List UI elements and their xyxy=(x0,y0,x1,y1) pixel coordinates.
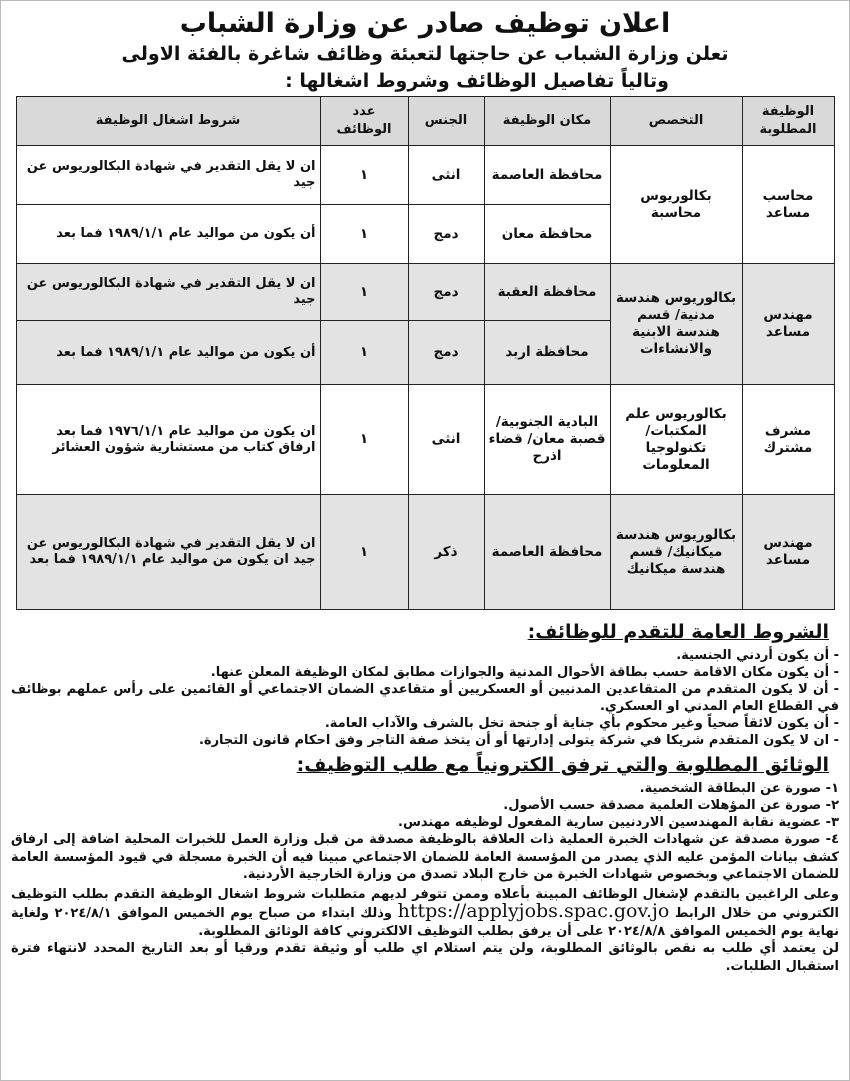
general-condition-item: - ان لا يكون المتقدم شريكا في شركة يتولى إدارتها أو أن يتخذ صفة التاجر وفق احكام قانون التجارة. xyxy=(198,733,839,748)
specialty-cell: بكالوريوس محاسبة xyxy=(610,146,742,264)
conditions-cell: ان لا يقل التقدير في شهادة البكالوريوس عن جيد xyxy=(16,264,320,321)
count-cell: ١ xyxy=(320,264,408,321)
count-cell: ١ xyxy=(320,495,408,610)
count-cell: ١ xyxy=(320,146,408,205)
place-cell: البادية الجنوبية/ قصبة معان/ قضاء اذرح xyxy=(484,385,610,495)
conditions-cell: ان لا يقل التقدير في شهادة البكالوريوس عن جيد ان يكون من مواليد عام ١٩٨٩/١/١ فما بعد xyxy=(16,495,320,610)
specialty-cell: بكالوريوس هندسة ميكانيك/ قسم هندسة ميكانيك xyxy=(610,495,742,610)
place-cell: محافظة معان xyxy=(484,205,610,264)
header-conditions: شروط اشغال الوظيفة xyxy=(16,97,320,146)
header-job: الوظيفة المطلوبة xyxy=(742,97,834,146)
gender-cell: دمج xyxy=(408,205,484,264)
gender-cell: انثى xyxy=(408,385,484,495)
gender-cell: دمج xyxy=(408,321,484,385)
place-cell: محافظة العقبة xyxy=(484,264,610,321)
specialty-cell: بكالوريوس هندسة مدنية/ قسم هندسة الابنية والانشاءات xyxy=(610,264,742,385)
conditions-cell: ان يكون من مواليد عام ١٩٧٦/١/١ فما بعد ارفاق كتاب من مستشارية شؤون العشائر xyxy=(16,385,320,495)
announcement-title: اعلان توظيف صادر عن وزارة الشباب xyxy=(179,8,671,39)
jobs-table-header-row xyxy=(16,97,834,146)
gender-cell: ذكر xyxy=(408,495,484,610)
header-count: عدد الوظائف xyxy=(320,97,408,146)
general-condition-item: - أن لا يكون المتقدم من المتقاعدين المدنيين أو العسكريين أو متقاعدي الضمان الاجتماعي أو القائمين على رأس عملهم بوظائف في القطاع العام المدني او العسكري. xyxy=(11,682,839,714)
apply-link[interactable]: https://applyjobs.spac.gov.jo xyxy=(397,900,670,922)
table-row xyxy=(16,264,834,321)
count-cell: ١ xyxy=(320,205,408,264)
count-cell: ١ xyxy=(320,321,408,385)
document-item: ١- صورة عن البطاقة الشخصية. xyxy=(639,781,839,796)
job-title-cell: مهندس مساعد xyxy=(742,495,834,610)
specialty-cell: بكالوريوس علم المكتبات/ تكنولوجيا المعلومات xyxy=(610,385,742,495)
table-row xyxy=(16,146,834,205)
header-place: مكان الوظيفة xyxy=(484,97,610,146)
closing-paragraph xyxy=(11,886,839,941)
conditions-cell: ان لا يقل التقدير في شهادة البكالوريوس عن جيد xyxy=(16,146,320,205)
place-cell: محافظة اربد xyxy=(484,321,610,385)
document-item: ٢- صورة عن المؤهلات العلمية مصدقة حسب الأصول. xyxy=(503,798,839,813)
job-title-cell: مهندس مساعد xyxy=(742,264,834,385)
conditions-cell: أن يكون من مواليد عام ١٩٨٩/١/١ فما بعد xyxy=(16,321,320,385)
header-specialty: التخصص xyxy=(610,97,742,146)
gender-cell: انثى xyxy=(408,146,484,205)
general-condition-item: - أن يكون لائقاً صحياً وغير محكوم بأي جناية أو جنحة تخل بالشرف والآداب العامة. xyxy=(324,716,839,731)
job-title-cell: مشرف مشترك xyxy=(742,385,834,495)
announcement-subtitle: تعلن وزارة الشباب عن حاجتها لتعبئة وظائف شاغرة بالفئة الاولى xyxy=(121,43,729,65)
documents-title: الوثائق المطلوبة والتي ترفق الكترونياً مع طلب التوظيف: xyxy=(296,754,829,776)
general-condition-item: - أن يكون أردني الجنسية. xyxy=(676,648,839,663)
conditions-cell: أن يكون من مواليد عام ١٩٨٩/١/١ فما بعد xyxy=(16,205,320,264)
announcement-subtitle-details: وتالياً تفاصيل الوظائف وشروط اشغالها : xyxy=(285,70,669,92)
closing-text-part1: وعلى الراغبين بالتقدم لإشغال الوظائف المبينة بأعلاه وممن تتوفر لديهم متطلبات شروط اشغال الوظيفة التقدم بطلب التوظيف الكتروني من خلال الرابط xyxy=(11,886,839,921)
document-item: ٤- صورة مصدقة عن شهادات الخبرة العملية ذات العلاقة بالوظيفة مصدقة من قبل وزارة العمل للخبرات المحلية اضافة إلى ارفاق كشف بيانات المؤمن عليه الذي يصدر من المؤسسة العامة للضمان الاجتماعي مبينا فيه أن الخبرة مسجلة في قيود المؤسسة العامة للضمان الاجتماعي وبخصوص شهادات الخبرة من خارج البلاد تصدق من وزارة الخارجية الأردنية. xyxy=(11,832,839,882)
count-cell: ١ xyxy=(320,385,408,495)
table-row xyxy=(16,385,834,495)
place-cell: محافظة العاصمة xyxy=(484,495,610,610)
gender-cell: دمج xyxy=(408,264,484,321)
jobs-table xyxy=(16,96,835,610)
closing-note: لن يعتمد أي طلب به نقص بالوثائق المطلوبة، ولن يتم استلام اي طلب أو وثيقة تقدم ورقيا أو بعد التاريخ المحدد لانتهاء فترة استقبال الطلبات. xyxy=(11,941,839,974)
closing-text-part2: وذلك ابتداء من صباح يوم الخميس الموافق ٢٠٢٤/٨/١ ولغاية نهاية يوم الخميس الموافق ٢٠٢٤/٨/٨ على أن يرفق بطلب التوظيف الالكتروني كافة الوثائق المطلوبة. xyxy=(11,906,839,939)
general-conditions-title: الشروط العامة للتقدم للوظائف: xyxy=(527,621,829,643)
header-gender: الجنس xyxy=(408,97,484,146)
place-cell: محافظة العاصمة xyxy=(484,146,610,205)
document-item: ٣- عضوية نقابة المهندسين الاردنيين سارية المفعول لوظيفه مهندس. xyxy=(398,815,839,830)
job-title-cell: محاسب مساعد xyxy=(742,146,834,264)
table-row xyxy=(16,495,834,610)
general-condition-item: - أن يكون مكان الاقامة حسب بطاقة الأحوال المدنية والجوازات مطابق لمكان الوظيفة المعلن عنها. xyxy=(210,665,839,680)
